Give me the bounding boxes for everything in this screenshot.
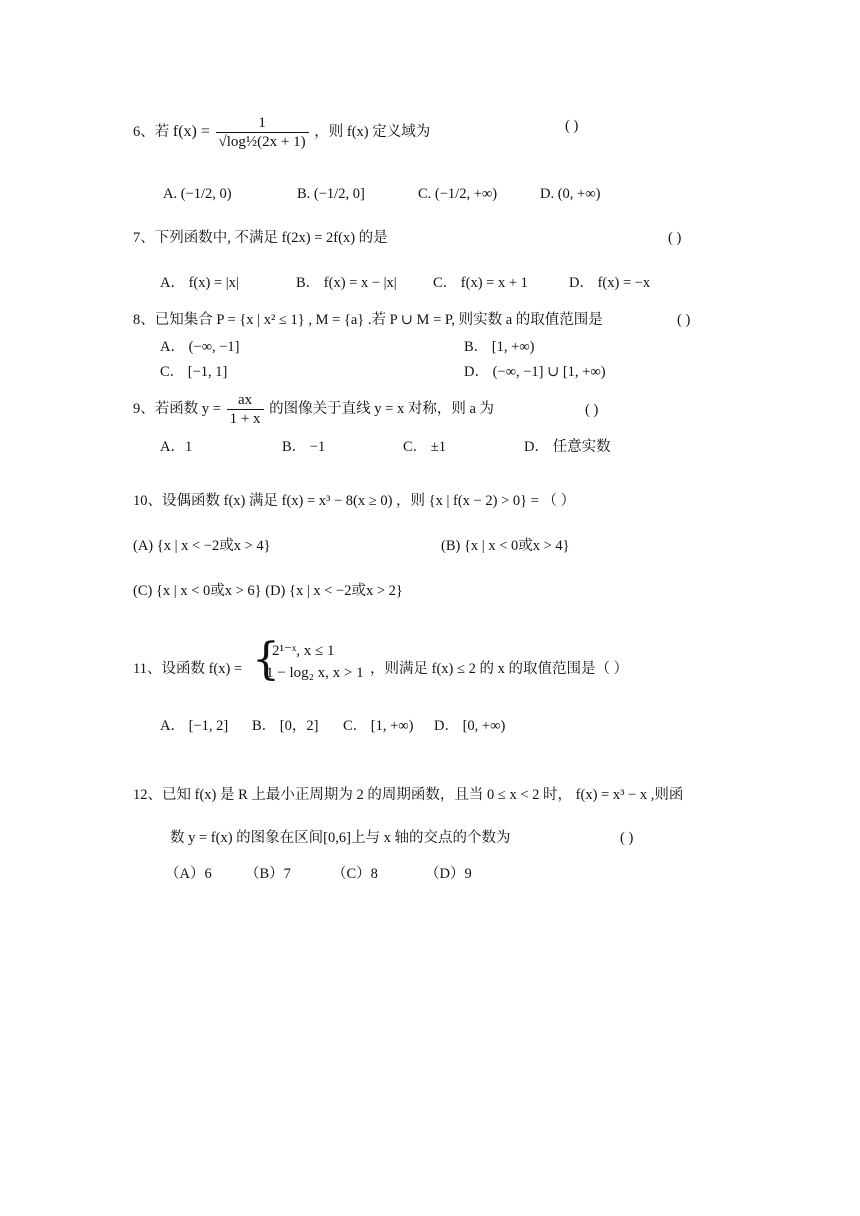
q6-option-a: A. (−1/2, 0) [163,186,232,202]
q12-answer-paren: ( ) [620,830,634,846]
q12-stem-line2: 数 y = f(x) 的图象在区间[0,6]上与 x 轴的交点的个数为 [170,830,511,846]
q6-option-c: C. (−1/2, +∞) [418,186,498,202]
q11-option-c: C． [1, +∞) [343,718,414,734]
q8-option-c: C． [−1, 1] [160,364,228,380]
q6-option-d: D. (0, +∞) [540,186,601,202]
q6-fraction [216,114,309,151]
q6-suffix: ，则 f(x) 定义域为 [314,123,431,140]
q7-option-c: C． f(x) = x + 1 [433,275,528,291]
q6-stem [133,114,430,151]
q7-option-b: B． f(x) = x − |x| [296,275,397,291]
q9-fraction [227,391,264,428]
q9-prefix: 9、若函数 y = [133,400,221,417]
q6-answer-paren: ( ) [565,118,579,134]
q11-prefix: 11、设函数 f(x) = [133,661,243,677]
q6-prefix: 6、若 [133,123,170,140]
q11-case-2: 1 − log₂ x, x > 1 [266,665,364,681]
q11-option-d: D． [0, +∞) [434,718,506,734]
q11-piecewise [252,634,364,685]
q10-option-b: (B) {x | x < 0或x > 4} [441,538,570,554]
q12-option-d: （D）9 [425,866,472,882]
q12-option-a: （A）6 [165,866,212,882]
q9-answer-paren: ( ) [585,402,599,418]
q11-case-1: 2¹⁻ˣ, x ≤ 1 [272,643,335,659]
q12-stem-line1: 12、已知 f(x) 是 R 上最小正周期为 2 的周期函数，且当 0 ≤ x < 2 时， f(x) = x³ − x ,则函 [133,787,684,803]
q7-answer-paren: ( ) [668,230,682,246]
q6-numerator: 1 [258,115,266,131]
q7-stem: 7、下列函数中, 不满足 f(2x) = 2f(x) 的是 [133,230,388,246]
q8-option-d: D． (−∞, −1] ∪ [1, +∞) [464,364,606,380]
q9-option-d: D． 任意实数 [524,439,611,455]
q8-option-b: B． [1, +∞) [464,339,535,355]
q12-option-c: （C）8 [332,866,378,882]
q7-option-a: A． f(x) = |x| [160,275,239,291]
q8-option-a: A． (−∞, −1] [160,339,240,355]
q12-option-b: （B）7 [245,866,291,882]
q10-stem: 10、设偶函数 f(x) 满足 f(x) = x³ − 8(x ≥ 0) ，则 {x | f(x − 2) > 0} = （ ） [133,493,576,509]
q10-option-cd: (C) {x | x < 0或x > 6} (D) {x | x < −2或x > 2} [133,583,403,599]
q9-stem [133,391,494,428]
q9-option-b: B． −1 [282,439,326,455]
q9-numerator: ax [237,392,253,408]
q9-suffix: 的图像关于直线 y = x 对称，则 a 为 [269,400,495,417]
q8-stem: 8、已知集合 P = {x | x² ≤ 1} , M = {a} .若 P ∪ M = P, 则实数 a 的取值范围是 [133,312,603,328]
q11-brace: { [252,634,280,685]
q9-denominator: 1 + x [227,409,264,428]
q6-lhs: f(x) = [172,122,210,140]
q10-option-a: (A) {x | x < −2或x > 4} [133,538,271,554]
q9-option-c: C． ±1 [403,439,447,455]
q7-option-d: D． f(x) = −x [569,275,651,291]
q11-option-a: A． [−1, 2] [160,718,229,734]
q8-answer-paren: ( ) [677,312,691,328]
q11-option-b: B． [0，2] [252,718,319,734]
q6-denominator: √log½(2x + 1) [216,132,309,151]
q11-suffix: ，则满足 f(x) ≤ 2 的 x 的取值范围是（ ） [370,661,629,677]
q6-option-b: B. (−1/2, 0] [297,186,365,202]
q9-option-a: A．1 [160,439,193,455]
